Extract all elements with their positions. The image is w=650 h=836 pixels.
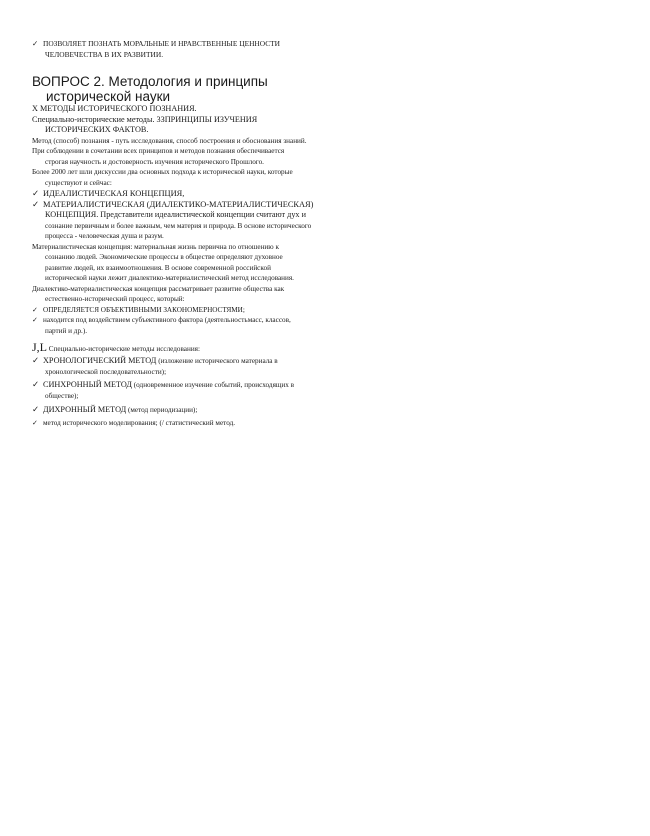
materialist-text-3: процесса - человеческая душа и разум.: [45, 232, 164, 240]
check-icon: ✓: [32, 316, 39, 324]
paragraph-materialist-1: Материалистическая концепция: материальная жизнь первична по отношению к: [32, 242, 279, 251]
subjective-text-2: партий и др.).: [45, 326, 88, 335]
paragraph-materialist-2: сознанию людей. Экономические процессы в обществе определяют духовное: [45, 253, 283, 261]
question-title-1: Методология и принципы: [104, 74, 268, 89]
paragraph-materialist-4: исторической науки лежит диалектико-материалистический метод исследования.: [45, 274, 294, 282]
list-item-diachronic: ✓ ДИХРОННЫЙ МЕТОД (метод периодизации);: [32, 405, 198, 414]
paragraph-principles-2: строгая научность и достоверность изучения исторического Прошлого.: [45, 157, 264, 166]
list-item-synchronous: ✓ СИНХРОННЫЙ МЕТОД (одновременное изучение событий, происходящих в: [32, 380, 295, 389]
paragraph-dialectic-1: Диалектико-материалистическая концепция рассматривает развитие общества как: [32, 284, 285, 293]
list-item-chronological: ✓ ХРОНОЛОГИЧЕСКИЙ МЕТОД (изложение исторического материала в: [32, 356, 278, 365]
section-special-methods: Специально-исторические методы. 3ЗПРИНЦИПЫ ИЗУЧЕНИЯ: [32, 114, 258, 124]
list-item-subjective: ✓ находится под воздействием субъективного фактора (деятельностьмасс, классов,: [32, 316, 291, 324]
paragraph-approaches-2: существуют и сейчас:: [45, 178, 112, 187]
synchronous-text-2: обществе);: [45, 391, 79, 400]
check-icon: ✓: [32, 405, 40, 414]
list-item-materialist: ✓ МАТЕРИАЛИСТИЧЕСКАЯ (ДИАЛЕКТИКО-МАТЕРИАЛИСТИЧЕСКАЯ): [32, 200, 314, 209]
list-item-objective: ✓ ОПРЕДЕЛЯЕТСЯ ОБЪЕКТИВНЫМИ ЗАКОНОМЕРНОСТЯМИ;: [32, 305, 245, 314]
jl-marker: J,L: [32, 340, 47, 354]
list-item-values: [32, 38, 344, 60]
check-icon: ✓: [32, 305, 39, 314]
paragraph-dialectic-2: естественно-исторический процесс, который:: [45, 295, 185, 303]
list-item-idealist: ✓ ИДЕАЛИСТИЧЕСКАЯ КОНЦЕПЦИЯ,: [32, 189, 185, 198]
paragraph-materialist-3: развитие людей, их взаимоотношения. В основе современной российской: [45, 263, 271, 272]
question-prefix: ВОПРОС 2.: [32, 74, 105, 89]
check-icon: ✓: [32, 189, 40, 198]
document-page: [32, 38, 344, 428]
check-icon: ✓: [32, 200, 40, 209]
check-icon: ✓: [32, 418, 39, 427]
question-title-2: исторической науки: [46, 89, 171, 104]
list-item-modeling: ✓ метод исторического моделирования; (/ статистический метод.: [32, 418, 236, 427]
materialist-text-1: КОНЦЕПЦИЯ. Представители идеалистической концепции считают дух и: [45, 210, 306, 219]
check-icon: ✓: [32, 356, 40, 365]
paragraph-method-def: Метод (способ) познания - путь исследования, способ построения и обоснования знаний.: [32, 136, 307, 145]
section-special-methods-cont: ИСТОРИЧЕСКИХ ФАКТОВ.: [45, 125, 149, 134]
special-methods-heading: J,L Специально-исторические методы исследования:: [32, 340, 200, 354]
chronological-text-2: хронологической последовательности);: [45, 367, 167, 376]
check-icon: ✓: [32, 39, 39, 48]
paragraph-approaches-1: Более 2000 лет шли дискуссии два основных подхода к исторической науки, которые: [32, 168, 293, 176]
item-text-line1: ПОЗВОЛЯЕТ ПОЗНАТЬ МОРАЛЬНЫЕ И НРАВСТВЕННЫЕ ЦЕННОСТИ: [43, 39, 280, 48]
check-icon: ✓: [32, 380, 40, 389]
paragraph-principles-1: При соблюдении в сочетании всех принципов и методов познания обеспечивается: [32, 147, 285, 155]
materialist-text-2: сознание первичным и более важным, чем материя и природа. В основе исторического: [45, 221, 312, 230]
item-text-line2: ЧЕЛОВЕЧЕСТВА В ИХ РАЗВИТИИ.: [45, 50, 164, 59]
question-heading: [32, 74, 344, 104]
section-methods: Х МЕТОДЫ ИСТОРИЧЕСКОГО ПОЗНАНИЯ.: [32, 104, 197, 113]
